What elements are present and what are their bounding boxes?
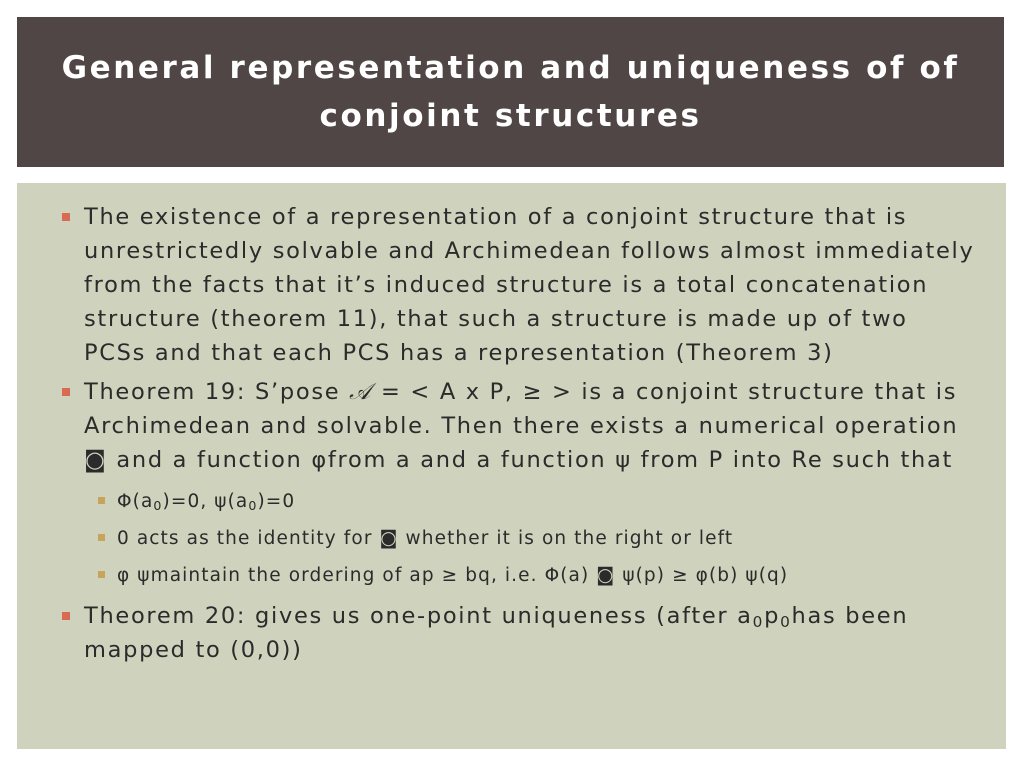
- bullet-square-icon: [62, 388, 70, 396]
- sub-bullet-square-icon: [98, 571, 105, 578]
- bullet-item-theorem-19: [17, 375, 977, 594]
- bullet-text-part: Theorem 20: gives us one-point uniqueness (after a: [84, 603, 753, 629]
- subscript: 0: [248, 498, 258, 514]
- sub-bullet-text-part: )=0: [257, 491, 296, 512]
- subscript: 0: [752, 612, 765, 631]
- bullet-square-icon: [62, 612, 70, 620]
- sub-bullet-list: [84, 483, 977, 594]
- bullet-text-part: p: [764, 603, 781, 629]
- sub-bullet-item: [84, 520, 977, 557]
- bullet-text-after-symbol: = < A x P, ≥ > is a conjoint structure that is Archimedean and solvable. Then there exists a numerical operation ◙ and a function φfrom a and a function ψ from P into Re such that: [84, 379, 959, 473]
- bullet-square-icon: [62, 213, 70, 221]
- bullet-text-part: has been mapped to (0,0)): [84, 603, 909, 663]
- bullet-item: [17, 200, 977, 370]
- sub-bullet-text-part: )=0, ψ(a: [162, 491, 249, 512]
- sub-bullet-text-part: Φ(a: [117, 491, 154, 512]
- bullet-text: The existence of a representation of a conjoint structure that is unrestrictedly solvable and Archimedean follows almost immediately from the facts that it’s induced structure is a total concatenation structure (theorem 11), that such a structure is made up of two PCSs and that each PCS has a representation (Theorem 3): [84, 204, 975, 366]
- bullet-text-before-symbol: Theorem 19: S’pose: [84, 379, 350, 405]
- bullet-item-theorem-20: [17, 599, 977, 667]
- script-a-symbol: 𝒜: [349, 379, 373, 405]
- sub-bullet-square-icon: [98, 497, 105, 504]
- title-bar: [17, 17, 1004, 167]
- sub-bullet-square-icon: [98, 534, 105, 541]
- bullet-list: [17, 200, 977, 672]
- sub-bullet-text: 0 acts as the identity for ◙ whether it is on the right or left: [117, 528, 734, 549]
- subscript: 0: [153, 498, 163, 514]
- slide-title: General representation and uniqueness of of conjoint structures: [61, 50, 960, 134]
- sub-bullet-item: [84, 483, 977, 520]
- sub-bullet-item: [84, 557, 977, 594]
- subscript: 0: [780, 612, 792, 631]
- content-box: [17, 183, 1006, 749]
- sub-bullet-text: φ ψmaintain the ordering of ap ≥ bq, i.e. Φ(a) ◙ ψ(p) ≥ φ(b) ψ(q): [117, 565, 789, 586]
